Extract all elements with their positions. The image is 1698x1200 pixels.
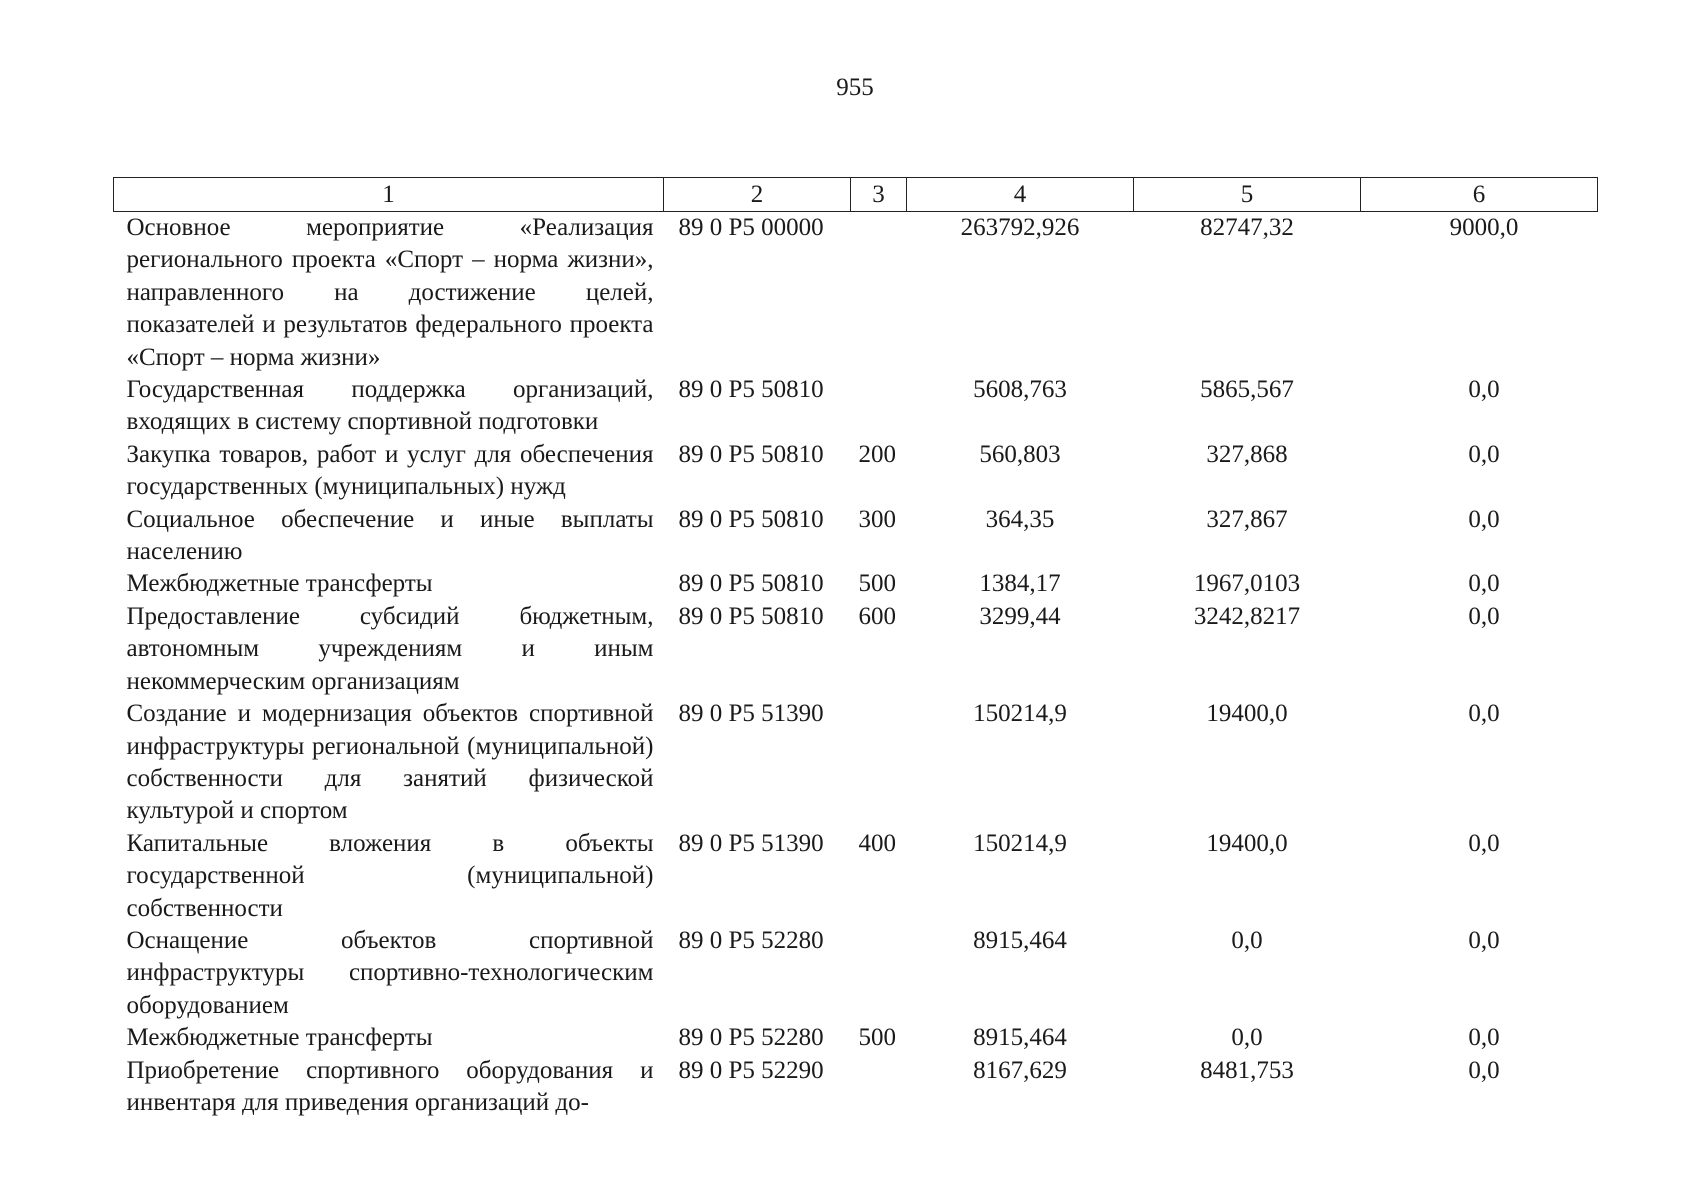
- row-value-6: 0,0: [1468, 505, 1500, 533]
- row-value-6: 0,0: [1468, 829, 1500, 857]
- row-value-5: 1967,0103: [1193, 570, 1301, 598]
- row-type: 200: [858, 440, 896, 468]
- row-code: 89 0 P5 00000: [678, 214, 824, 241]
- row-name: Создание и модернизация объектов спортивной инфраструктуры региональной (муниципальной) собственности для занятий физической культурой и спортом: [126, 700, 654, 825]
- row-code: 89 0 P5 52280: [678, 1024, 824, 1052]
- row-value-4: 8915,464: [973, 1024, 1067, 1052]
- row-value-5: 19400,0: [1206, 829, 1288, 857]
- row-type: 400: [858, 829, 896, 857]
- row-value-4: 1384,17: [979, 570, 1061, 598]
- page-number: 955: [836, 74, 874, 101]
- row-name: Основное мероприятие «Реализация регионального проекта «Спорт – норма жизни», направленного на достижение целей, показателей и результатов федерального проекта «Спорт – норма жизни»: [126, 214, 654, 371]
- row-value-5: 0,0: [1231, 926, 1263, 954]
- table-row: [114, 568, 1598, 600]
- row-value-6: 0,0: [1468, 440, 1500, 468]
- row-type: 600: [858, 602, 896, 630]
- row-type: 500: [858, 1024, 896, 1052]
- budget-table: [113, 177, 1598, 1119]
- row-code: 89 0 P5 50810: [678, 602, 824, 630]
- row-value-5: 82747,32: [1200, 214, 1294, 241]
- table-row: [114, 601, 1598, 698]
- row-value-6: 0,0: [1468, 602, 1500, 630]
- row-name: Межбюджетные трансферты: [126, 570, 433, 598]
- row-value-6: 0,0: [1468, 376, 1500, 404]
- row-code: 89 0 P5 50810: [678, 505, 824, 533]
- header-col-6: 6: [1361, 178, 1598, 212]
- header-col-5: 5: [1134, 178, 1361, 212]
- row-value-4: 8167,629: [973, 1056, 1067, 1084]
- row-name: Государственная поддержка организаций, входящих в систему спортивной подготовки: [126, 376, 654, 436]
- table-row: [114, 504, 1598, 569]
- row-value-4: 5608,763: [973, 376, 1067, 404]
- row-value-6: 0,0: [1468, 926, 1500, 954]
- row-value-4: 3299,44: [979, 602, 1061, 630]
- row-name: Предоставление субсидий бюджетным, автономным учреждениям и иным некоммерческим организациям: [126, 602, 654, 695]
- row-name: Капитальные вложения в объекты государственной (муниципальной) собственности: [126, 829, 654, 922]
- row-value-4: 364,35: [985, 505, 1055, 533]
- table-row: [114, 439, 1598, 504]
- row-value-6: 0,0: [1468, 1056, 1500, 1084]
- row-value-4: 150214,9: [973, 829, 1067, 857]
- row-code: 89 0 P5 51390: [678, 700, 824, 728]
- header-col-4: 4: [907, 178, 1134, 212]
- table-row: [114, 374, 1598, 439]
- table-row: [114, 1022, 1598, 1054]
- row-value-5: 327,868: [1206, 440, 1288, 468]
- table-row: [114, 925, 1598, 1022]
- row-code: 89 0 P5 51390: [678, 829, 824, 857]
- table-row: [114, 212, 1598, 375]
- row-code: 89 0 P5 52280: [678, 926, 824, 954]
- row-name: Закупка товаров, работ и услуг для обеспечения государственных (муниципальных) нужд: [126, 440, 654, 501]
- row-value-5: 327,867: [1206, 505, 1288, 533]
- row-name: Приобретение спортивного оборудования и инвентаря для приведения организаций до-: [126, 1056, 654, 1116]
- row-code: 89 0 P5 50810: [678, 570, 824, 598]
- row-name: Межбюджетные трансферты: [126, 1024, 433, 1052]
- row-type: [851, 925, 907, 1022]
- row-type: 500: [858, 570, 896, 598]
- row-value-5: 19400,0: [1206, 700, 1288, 728]
- row-name: Социальное обеспечение и иные выплаты населению: [126, 505, 654, 566]
- table-row: [114, 698, 1598, 828]
- header-col-3: 3: [851, 178, 907, 212]
- table-row: [114, 828, 1598, 925]
- row-type: 300: [858, 505, 896, 533]
- row-value-4: 150214,9: [973, 700, 1067, 728]
- row-value-4: 560,803: [979, 440, 1061, 468]
- header-col-2: 2: [664, 178, 851, 212]
- header-col-1: 1: [114, 178, 664, 212]
- row-value-6: 0,0: [1468, 700, 1500, 728]
- row-name: Оснащение объектов спортивной инфраструктуры спортивно-технологическим оборудованием: [126, 926, 654, 1019]
- row-value-6: 0,0: [1468, 1024, 1500, 1052]
- table-row: [114, 1055, 1598, 1120]
- row-code: 89 0 P5 50810: [678, 376, 824, 404]
- row-value-6: 9000,0: [1449, 214, 1519, 241]
- row-code: 89 0 P5 50810: [678, 440, 824, 468]
- row-code: 89 0 P5 52290: [678, 1056, 824, 1084]
- row-type: [851, 1055, 907, 1120]
- row-value-6: 0,0: [1468, 570, 1500, 598]
- row-type: [851, 374, 907, 439]
- row-value-5: 3242,8217: [1193, 602, 1301, 630]
- row-type: [851, 212, 907, 375]
- row-value-4: 263792,926: [960, 214, 1080, 241]
- row-value-5: 5865,567: [1200, 376, 1294, 404]
- row-value-4: 8915,464: [973, 926, 1067, 954]
- row-value-5: 8481,753: [1200, 1056, 1294, 1084]
- row-type: [851, 698, 907, 828]
- row-value-5: 0,0: [1231, 1024, 1263, 1052]
- table-header-row: [114, 178, 1598, 212]
